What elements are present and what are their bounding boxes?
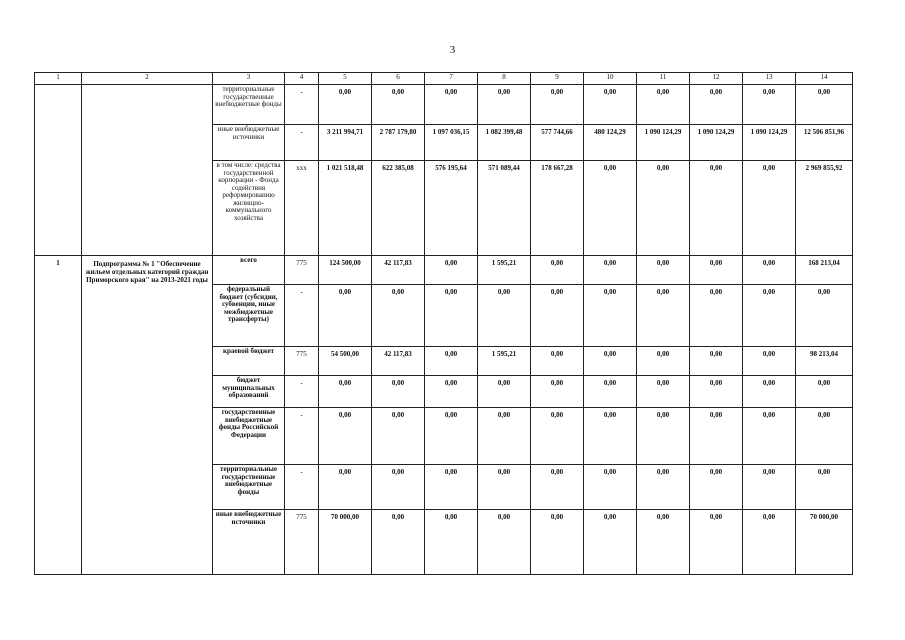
value-cell: 0,00 [584,285,637,347]
code-cell: - [285,376,319,408]
value-cell: 54 500,00 [319,347,372,376]
column-header: 5 [319,73,372,85]
value-cell: 0,00 [531,510,584,575]
value-cell: 0,00 [690,465,743,510]
value-cell: 1 090 124,29 [637,125,690,161]
value-cell: 0,00 [425,465,478,510]
page-number: 3 [449,44,456,56]
table-row [35,256,853,285]
value-cell: 0,00 [637,161,690,256]
value-cell: 0,00 [637,510,690,575]
value-cell: 98 213,04 [796,347,853,376]
value-cell: 70 000,00 [796,510,853,575]
value-cell: 12 506 851,96 [796,125,853,161]
funding-source-cell: всего [213,256,285,285]
value-cell: 480 124,29 [584,125,637,161]
value-cell: 0,00 [637,376,690,408]
value-cell: 0,00 [319,408,372,465]
table-row [35,85,853,125]
value-cell: 0,00 [690,376,743,408]
subprogram-name: Подпрограмма № 1 "Обеспечение жильем отдельных категорий граждан Приморского края" на 2013-2021 годы [82,256,213,575]
value-cell: 0,00 [637,85,690,125]
value-cell: 1 090 124,29 [743,125,796,161]
value-cell: 0,00 [584,376,637,408]
code-cell: - [285,85,319,125]
value-cell: 0,00 [637,465,690,510]
code-cell: 775 [285,347,319,376]
subprogram-number: 1 [35,256,82,575]
value-cell: 577 744,66 [531,125,584,161]
column-header: 13 [743,73,796,85]
value-cell: 1 021 518,48 [319,161,372,256]
value-cell: 0,00 [584,510,637,575]
value-cell: 0,00 [531,376,584,408]
value-cell: 0,00 [372,408,425,465]
value-cell: 42 117,83 [372,256,425,285]
value-cell: 0,00 [743,256,796,285]
value-cell: 0,00 [690,347,743,376]
value-cell: 0,00 [690,256,743,285]
column-header: 6 [372,73,425,85]
value-cell: 0,00 [531,465,584,510]
value-cell: 178 667,28 [531,161,584,256]
value-cell: 0,00 [796,465,853,510]
value-cell: 2 969 855,92 [796,161,853,256]
value-cell: 571 089,44 [478,161,531,256]
value-cell: 0,00 [743,408,796,465]
value-cell: 0,00 [478,285,531,347]
value-cell: 1 097 036,15 [425,125,478,161]
value-cell: 622 385,08 [372,161,425,256]
column-header: 1 [35,73,82,85]
value-cell: 0,00 [372,376,425,408]
column-header: 10 [584,73,637,85]
column-header: 12 [690,73,743,85]
value-cell: 0,00 [637,408,690,465]
value-cell: 0,00 [743,161,796,256]
value-cell: 0,00 [531,285,584,347]
value-cell: 3 211 994,71 [319,125,372,161]
funding-source-cell: бюджет муниципальных образований [213,376,285,408]
value-cell: 0,00 [584,347,637,376]
column-header: 9 [531,73,584,85]
column-header: 7 [425,73,478,85]
value-cell: 0,00 [531,408,584,465]
value-cell: 0,00 [372,465,425,510]
code-cell: ххх [285,161,319,256]
value-cell: 0,00 [584,465,637,510]
value-cell: 0,00 [690,285,743,347]
value-cell: 0,00 [478,510,531,575]
column-header: 11 [637,73,690,85]
value-cell: 0,00 [372,510,425,575]
value-cell: 0,00 [796,85,853,125]
value-cell: 0,00 [743,465,796,510]
value-cell: 0,00 [690,408,743,465]
value-cell: 0,00 [319,285,372,347]
value-cell: 0,00 [531,256,584,285]
value-cell: 576 195,64 [425,161,478,256]
code-cell: 775 [285,256,319,285]
funding-source-cell: в том числе: средства государственной корпорации - Фонда содействия реформированию жилищно-коммунального хозяйства [213,161,285,256]
value-cell: 0,00 [531,347,584,376]
value-cell: 0,00 [372,85,425,125]
funding-source-cell: территориальные государственные внебюджетные фонды [213,85,285,125]
value-cell: 0,00 [743,347,796,376]
funding-source-cell: иные внебюджетные источники [213,510,285,575]
value-cell: 0,00 [425,256,478,285]
code-cell: - [285,125,319,161]
value-cell: 0,00 [531,85,584,125]
value-cell: 0,00 [425,376,478,408]
column-header: 3 [213,73,285,85]
value-cell: 0,00 [796,376,853,408]
value-cell: 0,00 [637,347,690,376]
code-cell: - [285,285,319,347]
value-cell: 0,00 [690,161,743,256]
value-cell: 124 500,00 [319,256,372,285]
value-cell: 0,00 [584,256,637,285]
code-cell: - [285,465,319,510]
value-cell: 0,00 [478,408,531,465]
column-header: 14 [796,73,853,85]
value-cell: 0,00 [372,285,425,347]
empty-number-cell [35,85,82,256]
funding-source-cell: территориальные государственные внебюджетные фонды [213,465,285,510]
value-cell: 70 000,00 [319,510,372,575]
value-cell: 0,00 [637,285,690,347]
code-cell: 775 [285,510,319,575]
value-cell: 1 090 124,29 [690,125,743,161]
value-cell: 0,00 [796,408,853,465]
column-number-row [35,73,853,85]
value-cell: 0,00 [690,85,743,125]
funding-source-cell: государственные внебюджетные фонды Российской Федерации [213,408,285,465]
value-cell: 0,00 [796,285,853,347]
value-cell: 0,00 [319,465,372,510]
funding-source-cell: иные внебюджетные источники [213,125,285,161]
value-cell: 0,00 [425,85,478,125]
empty-name-cell [82,85,213,256]
value-cell: 0,00 [425,285,478,347]
value-cell: 42 117,83 [372,347,425,376]
value-cell: 1 082 399,48 [478,125,531,161]
value-cell: 0,00 [478,376,531,408]
budget-table [34,72,853,575]
value-cell: 0,00 [584,161,637,256]
value-cell: 168 213,04 [796,256,853,285]
value-cell: 0,00 [637,256,690,285]
value-cell: 0,00 [743,285,796,347]
funding-source-cell: краевой бюджет [213,347,285,376]
column-header: 4 [285,73,319,85]
value-cell: 0,00 [425,347,478,376]
code-cell: - [285,408,319,465]
value-cell: 1 595,21 [478,256,531,285]
value-cell: 0,00 [584,85,637,125]
value-cell: 0,00 [425,408,478,465]
value-cell: 0,00 [478,465,531,510]
value-cell: 0,00 [319,376,372,408]
value-cell: 0,00 [425,510,478,575]
value-cell: 0,00 [743,510,796,575]
column-header: 2 [82,73,213,85]
value-cell: 0,00 [319,85,372,125]
value-cell: 0,00 [690,510,743,575]
value-cell: 0,00 [478,85,531,125]
value-cell: 0,00 [584,408,637,465]
value-cell: 0,00 [743,376,796,408]
column-header: 8 [478,73,531,85]
value-cell: 1 595,21 [478,347,531,376]
value-cell: 0,00 [743,85,796,125]
value-cell: 2 787 179,80 [372,125,425,161]
funding-source-cell: федеральный бюджет (субсидии, субвенции, иные межбюджетные трансферты) [213,285,285,347]
